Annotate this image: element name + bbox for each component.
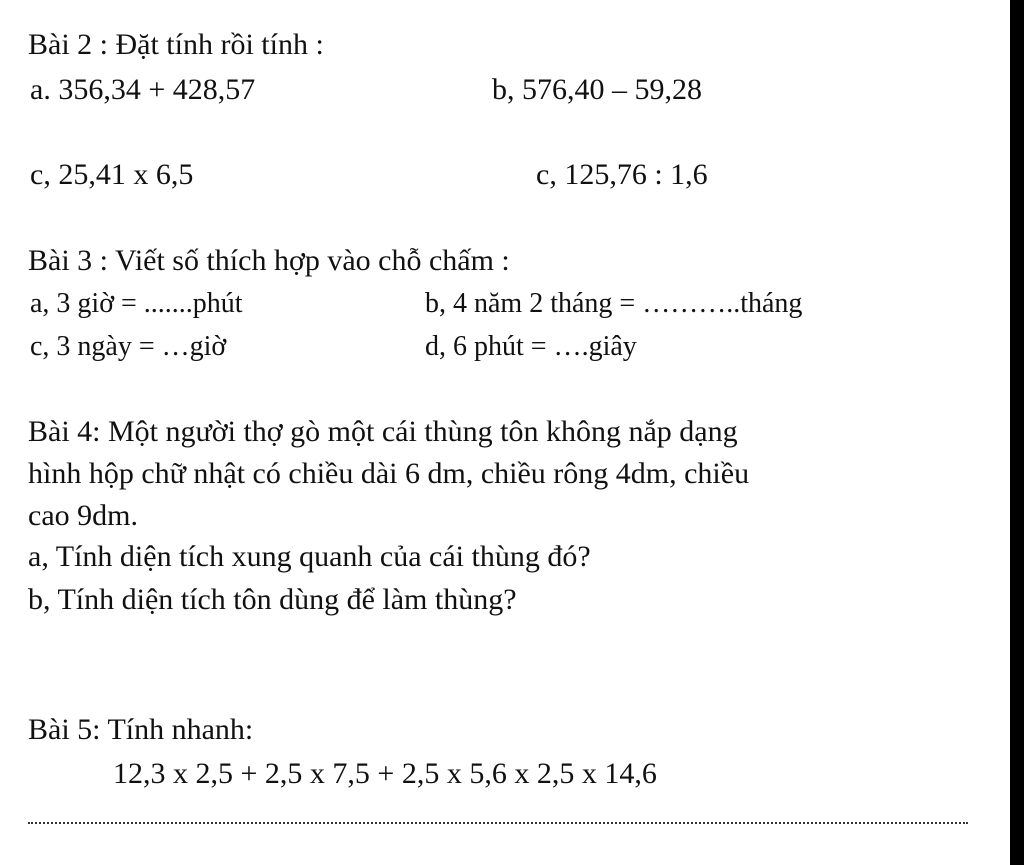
bai5-title: Bài 5: Tính nhanh:: [28, 713, 254, 746]
bai5-expression: 12,3 x 2,5 + 2,5 x 7,5 + 2,5 x 5,6 x 2,5 x 14,6: [113, 757, 657, 790]
bai4-question-a: a, Tính diện tích xung quanh của cái thùng đó?: [28, 540, 591, 573]
bai4-question-b: b, Tính diện tích tôn dùng để làm thùng?: [28, 583, 517, 616]
bai4-line-1: Bài 4: Một người thợ gò một cái thùng tôn không nắp dạng: [28, 415, 738, 448]
bai2-item-c-multiply: c, 25,41 x 6,5: [30, 158, 194, 191]
bai3-item-c: c, 3 ngày = …giờ: [30, 331, 227, 362]
bai2-title: Bài 2 : Đặt tính rồi tính :: [28, 28, 324, 61]
bai4-line-3: cao 9dm.: [28, 499, 138, 532]
dotted-answer-line: [28, 822, 968, 824]
bai3-title: Bài 3 : Viết số thích hợp vào chỗ chấm :: [28, 244, 510, 277]
bai3-item-b: b, 4 năm 2 tháng = ………..tháng: [425, 288, 803, 319]
bai3-item-d: d, 6 phút = ….giây: [425, 331, 637, 362]
bai2-item-b: b, 576,40 – 59,28: [492, 73, 702, 106]
bai4-line-2: hình hộp chữ nhật có chiều dài 6 dm, chiều rông 4dm, chiều: [28, 457, 750, 490]
bai3-item-a: a, 3 giờ = .......phút: [30, 288, 243, 319]
bai2-item-a: a. 356,34 + 428,57: [30, 73, 256, 106]
bai2-item-c-divide: c, 125,76 : 1,6: [536, 158, 708, 191]
